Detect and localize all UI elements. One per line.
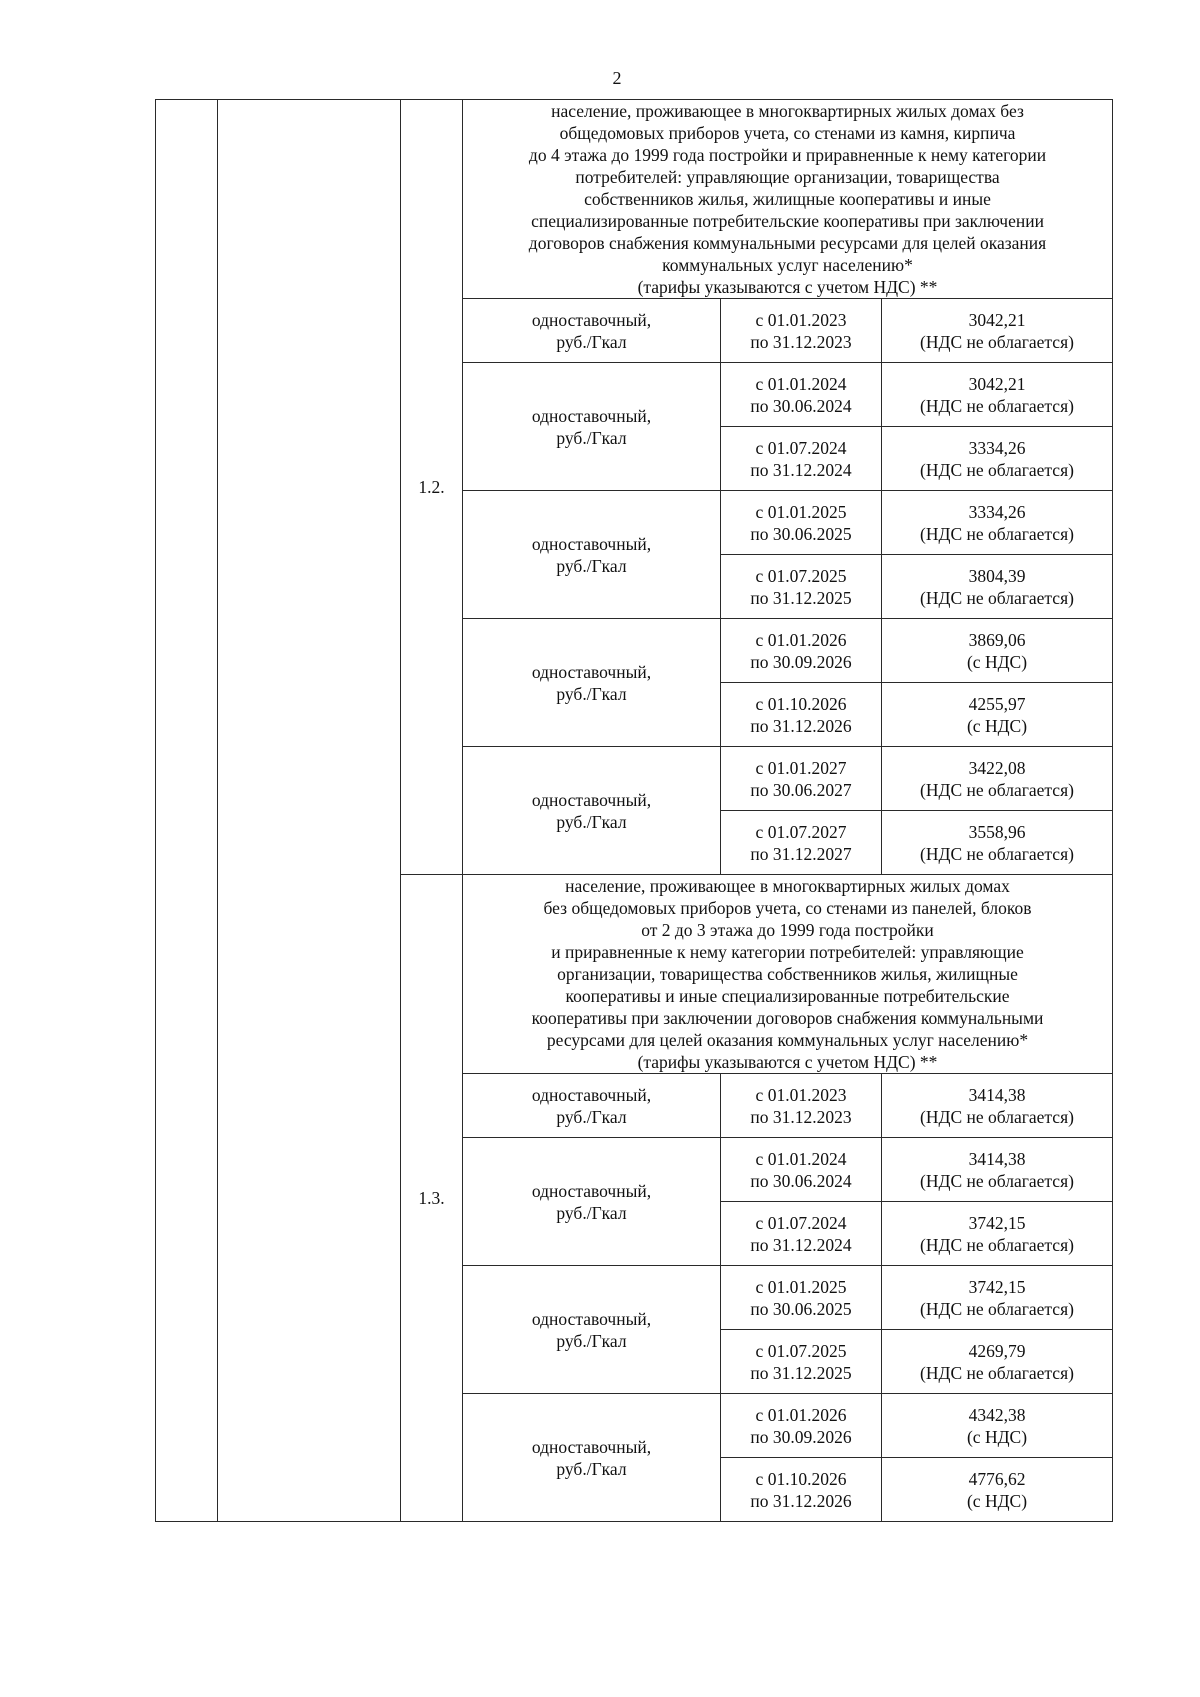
rate-type-label [463,1394,721,1522]
period-cell [721,427,882,491]
tariff-value-cell [882,363,1113,427]
vat-note: (НДС не облагается) [920,1362,1074,1383]
period-end: по 31.12.2027 [750,843,852,864]
section-description [463,100,1113,299]
rate-type-label [463,619,721,747]
period-start: с 01.01.2026 [755,629,847,650]
rate-unit: руб./Гкал [556,555,627,576]
period-cell [721,1458,882,1522]
period-start: с 01.01.2026 [755,1404,847,1425]
tariff-value-cell [882,1266,1113,1330]
rate-type-label [463,1266,721,1394]
description-line: и приравненные к нему категории потребителей: управляющие [551,942,1024,962]
rate-type-label [463,491,721,619]
period-end: по 31.12.2024 [750,459,852,480]
tariff-value-cell [882,811,1113,875]
period-cell [721,491,882,555]
period-start: с 01.01.2024 [755,373,847,394]
tariff-value-cell [882,1202,1113,1266]
rate-unit: руб./Гкал [556,427,627,448]
tariff-value: 3558,96 [968,821,1026,842]
vat-note: (с НДС) [966,715,1028,736]
tariff-table [155,99,1113,1522]
tariff-value-cell [882,555,1113,619]
vat-note: (НДС не облагается) [920,331,1074,352]
description-line: (тарифы указываются с учетом НДС) ** [637,277,938,297]
tariff-value: 3742,15 [968,1212,1026,1233]
period-start: с 01.10.2026 [755,1468,847,1489]
description-line: население, проживающее в многоквартирных жилых домах [565,876,1010,896]
description-line: кооперативы и иные специализированные потребительские [565,986,1010,1006]
tariff-value-cell [882,491,1113,555]
description-line: население, проживающее в многоквартирных жилых домах без [551,101,1024,121]
rate-unit: руб./Гкал [556,1458,627,1479]
vat-note: (НДС не облагается) [920,779,1074,800]
section-description [463,875,1113,1074]
tariff-value-cell [882,747,1113,811]
period-start: с 01.01.2027 [755,757,847,778]
period-cell [721,1138,882,1202]
rate-unit: руб./Гкал [556,811,627,832]
period-cell [721,1394,882,1458]
period-cell [721,811,882,875]
tariff-value: 3742,15 [968,1276,1026,1297]
rate-type: одноставочный, [531,1308,652,1329]
description-line: кооперативы при заключении договоров снабжения коммунальными [531,1008,1044,1028]
rate-type: одноставочный, [531,405,652,426]
period-start: с 01.07.2025 [755,1340,847,1361]
period-cell [721,1074,882,1138]
period-start: с 01.01.2023 [755,309,847,330]
description-line: ресурсами для целей оказания коммунальных услуг населению* [546,1030,1029,1050]
description-line: коммунальных услуг населению* [662,255,913,275]
period-start: с 01.01.2023 [755,1084,847,1105]
section-number: 1.3. [401,875,463,1522]
blank-column-cell [218,100,401,1522]
period-start: с 01.01.2024 [755,1148,847,1169]
description-line: специализированные потребительские кооперативы при заключении [531,211,1044,231]
rate-unit: руб./Гкал [556,331,627,352]
period-start: с 01.01.2025 [755,1276,847,1297]
description-line: без общедомовых приборов учета, со стенами из панелей, блоков [543,898,1032,918]
rate-type-label [463,363,721,491]
period-end: по 30.06.2027 [750,779,852,800]
description-line: договоров снабжения коммунальными ресурсами для целей оказания [528,233,1047,253]
period-cell [721,363,882,427]
vat-note: (с НДС) [966,1426,1028,1447]
tariff-value: 3334,26 [968,501,1026,522]
description-line: общедомовых приборов учета, со стенами из камня, кирпича [559,123,1016,143]
rate-type-label [463,747,721,875]
period-start: с 01.01.2025 [755,501,847,522]
vat-note: (с НДС) [966,1490,1028,1511]
period-end: по 31.12.2026 [750,715,852,736]
tariff-value-cell [882,1138,1113,1202]
period-end: по 31.12.2026 [750,1490,852,1511]
period-end: по 31.12.2025 [750,1362,852,1383]
vat-note: (НДС не облагается) [920,1170,1074,1191]
period-cell [721,1330,882,1394]
description-line: от 2 до 3 этажа до 1999 года постройки [641,920,934,940]
tariff-value: 4255,97 [968,693,1026,714]
rate-unit: руб./Гкал [556,1106,627,1127]
description-line: до 4 этажа до 1999 года постройки и приравненные к нему категории [528,145,1047,165]
period-cell [721,299,882,363]
period-end: по 31.12.2023 [750,1106,852,1127]
tariff-value-cell [882,299,1113,363]
period-start: с 01.07.2024 [755,1212,847,1233]
period-start: с 01.10.2026 [755,693,847,714]
description-line: собственников жилья, жилищные кооперативы и иные [584,189,991,209]
rate-type: одноставочный, [531,533,652,554]
tariff-value: 3334,26 [968,437,1026,458]
description-line: потребителей: управляющие организации, товарищества [575,167,1000,187]
rate-type-label [463,1138,721,1266]
period-end: по 31.12.2025 [750,587,852,608]
rate-type: одноставочный, [531,1180,652,1201]
rate-type: одноставочный, [531,309,652,330]
rate-unit: руб./Гкал [556,1202,627,1223]
vat-note: (НДС не облагается) [920,1234,1074,1255]
period-end: по 30.09.2026 [750,1426,852,1447]
period-start: с 01.07.2025 [755,565,847,586]
tariff-value: 3869,06 [968,629,1026,650]
period-cell [721,1202,882,1266]
section-number: 1.2. [401,100,463,875]
rate-type-label [463,1074,721,1138]
tariff-value: 3804,39 [968,565,1026,586]
period-cell [721,619,882,683]
tariff-value-cell [882,683,1113,747]
period-end: по 30.06.2025 [750,1298,852,1319]
tariff-value: 4776,62 [968,1468,1026,1489]
tariff-value: 3042,21 [968,309,1026,330]
rate-type: одноставочный, [531,661,652,682]
rate-unit: руб./Гкал [556,1330,627,1351]
tariff-value-cell [882,1074,1113,1138]
vat-note: (НДС не облагается) [920,587,1074,608]
tariff-value-cell [882,427,1113,491]
period-end: по 30.06.2025 [750,523,852,544]
tariff-value-cell [882,619,1113,683]
tariff-value-cell [882,1330,1113,1394]
tariff-value: 3422,08 [968,757,1026,778]
blank-column-cell [156,100,218,1522]
rate-type: одноставочный, [531,1084,652,1105]
tariff-value: 3414,38 [968,1084,1026,1105]
period-end: по 30.06.2024 [750,395,852,416]
period-cell [721,555,882,619]
period-start: с 01.07.2024 [755,437,847,458]
tariff-value: 3414,38 [968,1148,1026,1169]
period-cell [721,1266,882,1330]
period-cell [721,747,882,811]
vat-note: (НДС не облагается) [920,1298,1074,1319]
page-number: 2 [612,68,622,88]
description-line: (тарифы указываются с учетом НДС) ** [637,1052,938,1072]
rate-type: одноставочный, [531,789,652,810]
vat-note: (НДС не облагается) [920,459,1074,480]
period-end: по 31.12.2024 [750,1234,852,1255]
tariff-value-cell [882,1394,1113,1458]
period-end: по 30.06.2024 [750,1170,852,1191]
rate-type: одноставочный, [531,1436,652,1457]
tariff-value: 4342,38 [968,1404,1026,1425]
tariff-value-cell [882,1458,1113,1522]
rate-type-label [463,299,721,363]
description-line: организации, товарищества собственников жилья, жилищные [557,964,1018,984]
vat-note: (НДС не облагается) [920,843,1074,864]
vat-note: (НДС не облагается) [920,1106,1074,1127]
period-end: по 30.09.2026 [750,651,852,672]
period-end: по 31.12.2023 [750,331,852,352]
rate-unit: руб./Гкал [556,683,627,704]
vat-note: (НДС не облагается) [920,395,1074,416]
vat-note: (с НДС) [966,651,1028,672]
section-heading-row [156,100,1113,299]
period-cell [721,683,882,747]
tariff-value: 3042,21 [968,373,1026,394]
period-start: с 01.07.2027 [755,821,847,842]
vat-note: (НДС не облагается) [920,523,1074,544]
tariff-value: 4269,79 [968,1340,1026,1361]
